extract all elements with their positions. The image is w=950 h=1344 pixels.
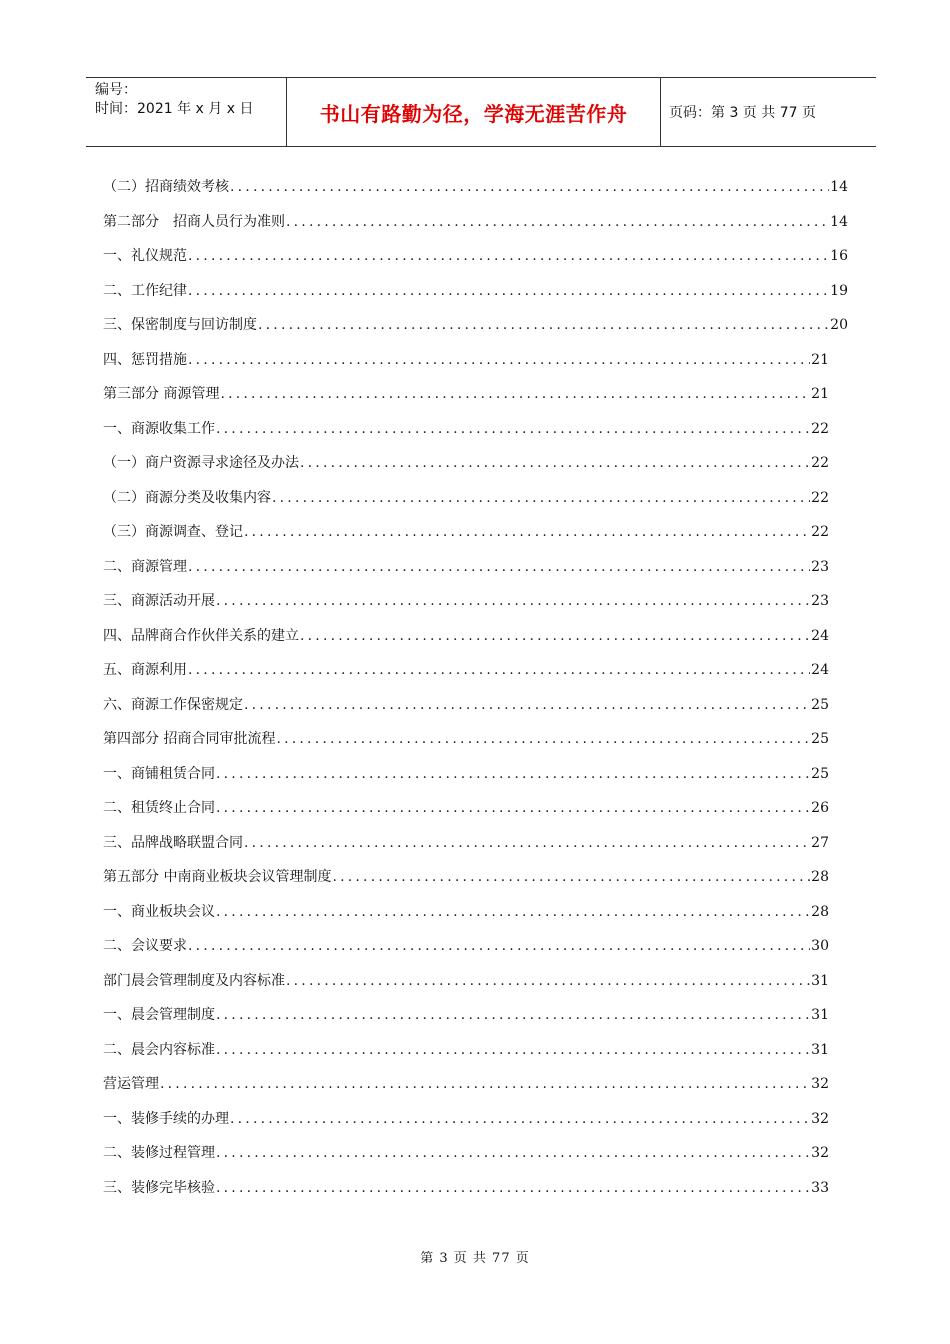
toc-entry-page: 31 [811, 1007, 829, 1023]
toc-entry-page: 32 [811, 1110, 829, 1127]
toc-leader-dots [286, 970, 810, 992]
toc-entry-title: 三、装修完毕核验 [103, 1179, 215, 1196]
toc-entry[interactable] [103, 245, 848, 280]
table-of-contents [103, 176, 848, 1211]
toc-entry-page: 32 [811, 1076, 829, 1092]
toc-entry-page: 21 [811, 386, 829, 402]
toc-entry-title: 一、商源收集工作 [103, 420, 215, 437]
toc-entry-page: 14 [830, 213, 848, 230]
toc-entry[interactable] [103, 1004, 829, 1039]
toc-entry-title: （二）招商绩效考核 [103, 179, 229, 195]
toc-entry-title: 四、惩罚措施 [103, 351, 187, 368]
toc-leader-dots [216, 1142, 810, 1164]
toc-leader-dots [188, 935, 810, 957]
toc-entry-title: 一、装修手续的办理 [103, 1110, 229, 1127]
toc-entry-page: 23 [811, 558, 829, 575]
toc-entry-title: 二、租赁终止合同 [103, 800, 215, 816]
toc-entry[interactable] [103, 314, 848, 349]
toc-entry-title: 第三部分 商源管理 [103, 386, 220, 402]
toc-entry-title: 四、品牌商合作伙伴关系的建立 [103, 627, 299, 644]
toc-entry-page: 26 [811, 800, 829, 816]
time-label: 时间：2021 年 x 月 x 日 [95, 101, 254, 117]
toc-entry-page: 33 [811, 1179, 829, 1196]
toc-entry-title: 第四部分 招商合同审批流程 [103, 731, 276, 747]
toc-entry-page: 22 [811, 455, 829, 471]
toc-entry-title: 第二部分 招商人员行为准则 [103, 213, 285, 230]
toc-entry-page: 14 [830, 179, 848, 195]
toc-entry-page: 25 [811, 731, 829, 747]
toc-entry-title: 二、会议要求 [103, 938, 187, 954]
toc-entry[interactable] [103, 211, 848, 246]
toc-entry[interactable] [103, 1142, 829, 1177]
toc-leader-dots [230, 176, 829, 198]
toc-leader-dots [244, 521, 810, 543]
toc-entry[interactable] [103, 556, 829, 591]
number-label: 编号： [95, 82, 137, 98]
toc-entry[interactable] [103, 1073, 829, 1108]
toc-entry-title: 三、保密制度与回访制度 [103, 317, 257, 333]
toc-entry-page: 28 [811, 869, 829, 885]
toc-entry[interactable] [103, 418, 829, 453]
toc-leader-dots [160, 1073, 810, 1095]
header-page-info: 页码：第 3 页 共 77 页 [669, 105, 816, 121]
toc-leader-dots [244, 694, 810, 716]
toc-leader-dots [216, 1039, 810, 1061]
toc-leader-dots [216, 418, 810, 440]
toc-leader-dots [244, 832, 810, 854]
toc-entry-title: （二）商源分类及收集内容 [103, 489, 271, 506]
toc-entry-title: （三）商源调查、登记 [103, 524, 243, 540]
page-header [86, 77, 876, 147]
toc-entry-title: 五、商源利用 [103, 662, 187, 678]
toc-leader-dots [272, 487, 810, 509]
toc-entry-page: 31 [811, 972, 829, 989]
toc-entry-page: 25 [811, 696, 829, 713]
toc-entry-page: 25 [811, 765, 829, 782]
toc-entry-page: 32 [811, 1145, 829, 1161]
toc-entry[interactable] [103, 1108, 829, 1143]
toc-leader-dots [188, 245, 829, 267]
toc-leader-dots [188, 349, 810, 371]
toc-entry-title: 二、商源管理 [103, 558, 187, 575]
toc-entry-title: 二、晨会内容标准 [103, 1041, 215, 1058]
toc-entry-page: 22 [811, 524, 829, 540]
toc-entry-title: 营运管理 [103, 1076, 159, 1092]
toc-entry[interactable] [103, 487, 829, 522]
toc-entry[interactable] [103, 694, 829, 729]
toc-leader-dots [300, 625, 810, 647]
toc-leader-dots [188, 659, 810, 681]
toc-entry-page: 20 [830, 317, 848, 333]
toc-entry-page: 30 [811, 938, 829, 954]
toc-entry[interactable] [103, 280, 848, 315]
toc-entry-title: 六、商源工作保密规定 [103, 696, 243, 713]
header-meta [86, 78, 287, 146]
toc-entry-page: 28 [811, 903, 829, 920]
toc-entry-page: 24 [811, 662, 829, 678]
toc-entry-title: 一、商业板块会议 [103, 903, 215, 920]
toc-entry[interactable] [103, 866, 829, 901]
toc-leader-dots [216, 590, 810, 612]
toc-entry[interactable] [103, 901, 829, 936]
toc-leader-dots [286, 211, 829, 233]
toc-entry-title: 一、晨会管理制度 [103, 1007, 215, 1023]
toc-entry-title: 二、装修过程管理 [103, 1145, 215, 1161]
toc-entry[interactable] [103, 1039, 829, 1074]
toc-entry-page: 22 [811, 420, 829, 437]
toc-leader-dots [216, 901, 810, 923]
toc-entry-page: 22 [811, 489, 829, 506]
toc-entry[interactable] [103, 728, 829, 763]
toc-entry[interactable] [103, 797, 829, 832]
toc-entry-page: 27 [811, 834, 829, 851]
toc-entry-page: 31 [811, 1041, 829, 1058]
toc-entry[interactable] [103, 832, 829, 867]
toc-leader-dots [216, 797, 810, 819]
toc-entry-page: 21 [811, 351, 829, 368]
toc-entry-title: 一、礼仪规范 [103, 248, 187, 264]
toc-entry-title: 三、品牌战略联盟合同 [103, 834, 243, 851]
toc-leader-dots [216, 1004, 810, 1026]
toc-entry[interactable] [103, 970, 829, 1005]
toc-entry[interactable] [103, 625, 829, 660]
toc-leader-dots [220, 383, 810, 405]
toc-leader-dots [188, 280, 829, 302]
toc-entry-page: 23 [811, 593, 829, 609]
toc-leader-dots [258, 314, 829, 336]
toc-entry-page: 24 [811, 627, 829, 644]
toc-entry[interactable] [103, 521, 829, 556]
toc-entry-title: 部门晨会管理制度及内容标准 [103, 972, 285, 989]
toc-leader-dots [188, 556, 810, 578]
toc-entry[interactable] [103, 659, 829, 694]
toc-leader-dots [332, 866, 810, 888]
toc-entry-title: 第五部分 中南商业板块会议管理制度 [103, 869, 332, 885]
page-footer: 第 3 页 共 77 页 [420, 1251, 530, 1266]
toc-entry-title: 二、工作纪律 [103, 282, 187, 299]
toc-leader-dots [230, 1108, 810, 1130]
toc-entry[interactable] [103, 176, 848, 211]
toc-entry[interactable] [103, 763, 829, 798]
toc-entry-title: 一、商铺租赁合同 [103, 765, 215, 782]
toc-entry-page: 16 [830, 248, 848, 264]
toc-entry[interactable] [103, 590, 829, 625]
toc-entry[interactable] [103, 383, 829, 418]
toc-entry-title: 三、商源活动开展 [103, 593, 215, 609]
toc-leader-dots [216, 1177, 810, 1199]
toc-entry-page: 19 [830, 282, 848, 299]
toc-leader-dots [216, 763, 810, 785]
toc-entry-title: （一）商户资源寻求途径及办法 [103, 455, 299, 471]
toc-entry[interactable] [103, 1177, 829, 1212]
toc-entry[interactable] [103, 935, 829, 970]
toc-entry[interactable] [103, 349, 829, 384]
toc-leader-dots [276, 728, 810, 750]
toc-entry[interactable] [103, 452, 829, 487]
toc-leader-dots [300, 452, 810, 474]
header-motto: 书山有路勤为径，学海无涯苦作舟 [287, 78, 661, 146]
